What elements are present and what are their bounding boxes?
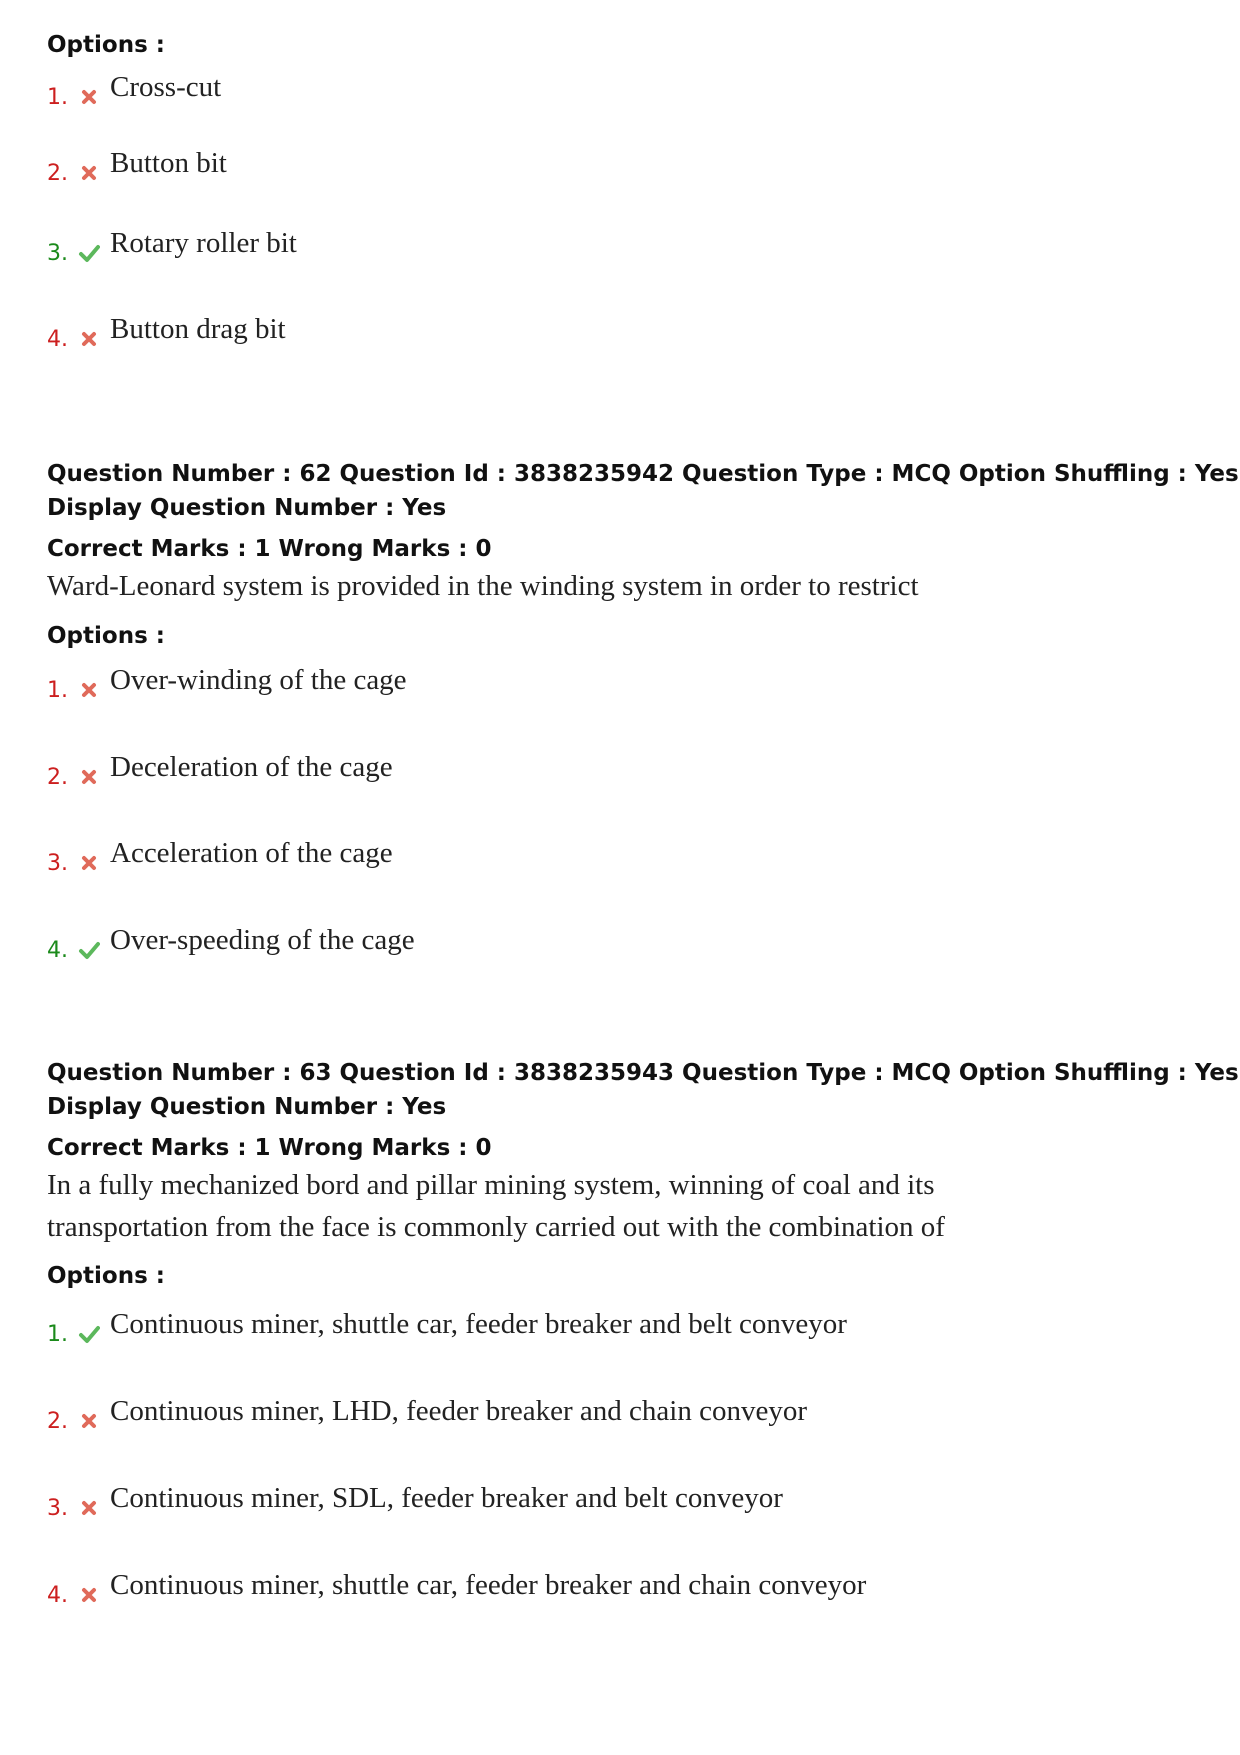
question-header	[47, 1056, 1239, 1124]
check-icon	[78, 242, 100, 264]
option-text: Deceleration of the cage	[110, 751, 393, 783]
question-header	[47, 457, 1239, 525]
cross-icon	[78, 679, 100, 701]
question-text	[47, 565, 919, 607]
option-number: 4.	[47, 1583, 68, 1608]
check-icon	[78, 1323, 100, 1345]
option-number: 3.	[47, 851, 68, 876]
question-text-line: Ward-Leonard system is provided in the winding system in order to restrict	[47, 570, 919, 602]
option-text: Button drag bit	[110, 313, 286, 345]
option-number: 3.	[47, 1496, 68, 1521]
cross-icon	[78, 1497, 100, 1519]
question-meta-line: Question Number : 62 Question Id : 3838235942 Question Type : MCQ Option Shuffling : Yes	[47, 461, 1239, 487]
cross-icon	[78, 766, 100, 788]
marks-line: Correct Marks : 1 Wrong Marks : 0	[47, 1135, 492, 1161]
option-number: 1.	[47, 85, 68, 110]
option-number: 2.	[47, 1409, 68, 1434]
options-label: Options :	[47, 32, 165, 58]
display-number-line: Display Question Number : Yes	[47, 495, 447, 521]
option-text: Continuous miner, SDL, feeder breaker and belt conveyor	[110, 1482, 783, 1514]
option-number: 3.	[47, 241, 68, 266]
cross-icon	[78, 1584, 100, 1606]
cross-icon	[78, 162, 100, 184]
option-number: 4.	[47, 938, 68, 963]
option-number: 4.	[47, 327, 68, 352]
option-number: 2.	[47, 161, 68, 186]
options-label: Options :	[47, 623, 165, 649]
option-text: Acceleration of the cage	[110, 837, 393, 869]
check-icon	[78, 939, 100, 961]
question-text-line: transportation from the face is commonly carried out with the combination of	[47, 1211, 945, 1243]
option-text: Over-speeding of the cage	[110, 924, 415, 956]
cross-icon	[78, 1410, 100, 1432]
option-text: Continuous miner, shuttle car, feeder breaker and chain conveyor	[110, 1569, 867, 1601]
cross-icon	[78, 328, 100, 350]
option-text: Cross-cut	[110, 71, 222, 103]
cross-icon	[78, 852, 100, 874]
option-text: Continuous miner, LHD, feeder breaker and chain conveyor	[110, 1395, 808, 1427]
marks-line: Correct Marks : 1 Wrong Marks : 0	[47, 536, 492, 562]
display-number-line: Display Question Number : Yes	[47, 1094, 447, 1120]
option-number: 1.	[47, 678, 68, 703]
option-text: Continuous miner, shuttle car, feeder breaker and belt conveyor	[110, 1308, 847, 1340]
question-text	[47, 1164, 945, 1248]
options-label: Options :	[47, 1263, 165, 1289]
option-number: 1.	[47, 1322, 68, 1347]
question-meta-line: Question Number : 63 Question Id : 3838235943 Question Type : MCQ Option Shuffling : Yes	[47, 1060, 1239, 1086]
question-text-line: In a fully mechanized bord and pillar mining system, winning of coal and its	[47, 1169, 935, 1201]
option-text: Button bit	[110, 147, 227, 179]
option-number: 2.	[47, 765, 68, 790]
cross-icon	[78, 86, 100, 108]
option-text: Rotary roller bit	[110, 227, 297, 259]
option-text: Over-winding of the cage	[110, 664, 407, 696]
